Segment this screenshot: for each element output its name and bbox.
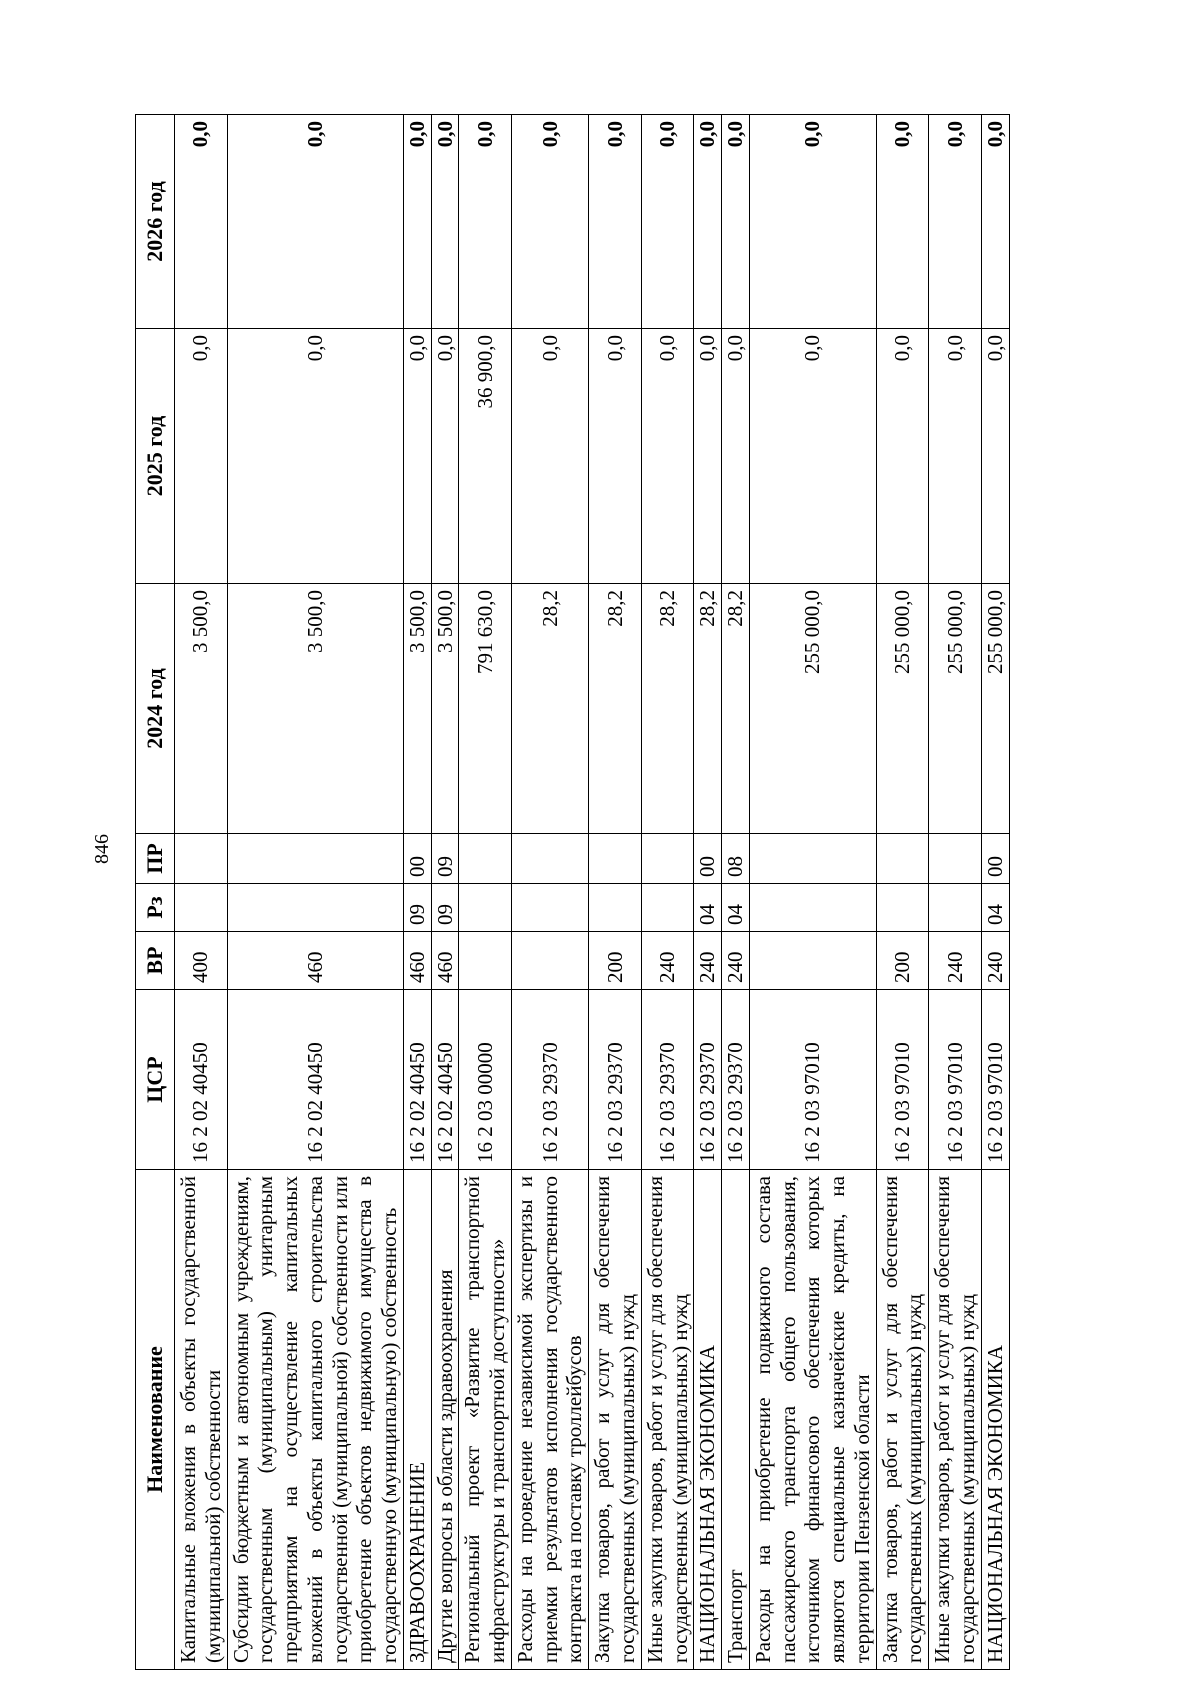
cell-name: НАЦИОНАЛЬНАЯ ЭКОНОМИКА	[981, 1170, 1009, 1670]
cell-vr: 240	[694, 932, 722, 990]
cell-2025: 0,0	[876, 329, 929, 584]
cell-vr: 240	[641, 932, 694, 990]
cell-2026: 0,0	[403, 115, 431, 329]
table-row	[749, 115, 876, 1670]
cell-name: Закупка товаров, работ и услуг для обеспечения государственных (муниципальных) нужд	[589, 1170, 642, 1670]
cell-name: Региональный проект «Развитие транспортной инфраструктуры и транспортной доступности»	[459, 1170, 512, 1670]
cell-pr: 00	[694, 834, 722, 884]
cell-csr: 16 2 02 40450	[175, 990, 228, 1170]
cell-2024: 28,2	[694, 584, 722, 834]
cell-2025: 36 900,0	[459, 329, 512, 584]
cell-2024: 3 500,0	[403, 584, 431, 834]
cell-vr: 200	[589, 932, 642, 990]
table-row	[431, 115, 459, 1670]
cell-2026: 0,0	[981, 115, 1009, 329]
cell-2024: 28,2	[722, 584, 750, 834]
cell-name: Иные закупки товаров, работ и услуг для обеспечения государственных (муниципальных) нужд	[641, 1170, 694, 1670]
cell-2026: 0,0	[589, 115, 642, 329]
cell-2024: 28,2	[589, 584, 642, 834]
cell-pr	[876, 834, 929, 884]
cell-rz: 04	[722, 884, 750, 932]
table-row	[722, 115, 750, 1670]
table-row	[459, 115, 512, 1670]
cell-csr: 16 2 02 40450	[403, 990, 431, 1170]
cell-rz	[175, 884, 228, 932]
budget-table	[135, 114, 1010, 1670]
cell-name: Транспорт	[722, 1170, 750, 1670]
cell-csr: 16 2 03 97010	[929, 990, 982, 1170]
cell-2026: 0,0	[227, 115, 403, 329]
cell-pr	[641, 834, 694, 884]
cell-2026: 0,0	[175, 115, 228, 329]
cell-rz	[589, 884, 642, 932]
cell-rz	[876, 884, 929, 932]
cell-csr: 16 2 02 40450	[431, 990, 459, 1170]
cell-2025: 0,0	[227, 329, 403, 584]
cell-2026: 0,0	[431, 115, 459, 329]
cell-vr: 240	[929, 932, 982, 990]
cell-csr: 16 2 03 29370	[641, 990, 694, 1170]
cell-csr: 16 2 02 40450	[227, 990, 403, 1170]
cell-pr: 00	[403, 834, 431, 884]
cell-pr	[749, 834, 876, 884]
cell-csr: 16 2 03 97010	[981, 990, 1009, 1170]
column-header-rz: Рз	[136, 884, 175, 932]
cell-pr	[459, 834, 512, 884]
table-row	[641, 115, 694, 1670]
table-row	[403, 115, 431, 1670]
cell-vr: 460	[227, 932, 403, 990]
table-row	[511, 115, 588, 1670]
cell-2025: 0,0	[981, 329, 1009, 584]
cell-pr: 08	[722, 834, 750, 884]
cell-vr	[459, 932, 512, 990]
cell-pr	[175, 834, 228, 884]
column-header-2024: 2024 год	[136, 584, 175, 834]
cell-csr: 16 2 03 00000	[459, 990, 512, 1170]
table-body	[175, 115, 1010, 1670]
cell-2024: 255 000,0	[929, 584, 982, 834]
column-header-2026: 2026 год	[136, 115, 175, 329]
cell-vr	[511, 932, 588, 990]
cell-2025: 0,0	[589, 329, 642, 584]
cell-2024: 28,2	[511, 584, 588, 834]
table-row	[876, 115, 929, 1670]
cell-rz	[929, 884, 982, 932]
table-row	[589, 115, 642, 1670]
cell-name: Субсидии бюджетным и автономным учреждениям, государственным (муниципальным) унитарным предприятиям на осуществление капитальных вложений в объекты капитального строительства государственной (муниципальной) собственности или приобретение объектов недвижимого имущества в государственную (муниципальную) собственность	[227, 1170, 403, 1670]
cell-2026: 0,0	[876, 115, 929, 329]
table-row	[981, 115, 1009, 1670]
cell-name: НАЦИОНАЛЬНАЯ ЭКОНОМИКА	[694, 1170, 722, 1670]
table-row	[227, 115, 403, 1670]
table-row	[694, 115, 722, 1670]
cell-rz	[749, 884, 876, 932]
cell-2024: 791 630,0	[459, 584, 512, 834]
column-header-vr: ВР	[136, 932, 175, 990]
page-number: 846	[91, 834, 113, 864]
cell-name: Расходы на проведение независимой экспертизы и приемки результатов исполнения государственного контракта на поставку троллейбусов	[511, 1170, 588, 1670]
cell-csr: 16 2 03 29370	[722, 990, 750, 1170]
cell-2024: 3 500,0	[227, 584, 403, 834]
cell-name: Капитальные вложения в объекты государственной (муниципальной) собственности	[175, 1170, 228, 1670]
cell-csr: 16 2 03 29370	[589, 990, 642, 1170]
cell-vr	[749, 932, 876, 990]
cell-rz: 09	[431, 884, 459, 932]
cell-2026: 0,0	[929, 115, 982, 329]
cell-pr	[511, 834, 588, 884]
cell-2025: 0,0	[694, 329, 722, 584]
cell-vr: 400	[175, 932, 228, 990]
cell-csr: 16 2 03 29370	[511, 990, 588, 1170]
cell-2025: 0,0	[929, 329, 982, 584]
cell-2026: 0,0	[641, 115, 694, 329]
table-row	[175, 115, 228, 1670]
cell-csr: 16 2 03 97010	[876, 990, 929, 1170]
cell-pr: 09	[431, 834, 459, 884]
cell-name: Расходы на приобретение подвижного состава пассажирского транспорта общего пользования, источником финансового обеспечения которых являются специальные казначейские кредиты, на территории Пензенской области	[749, 1170, 876, 1670]
cell-rz: 04	[981, 884, 1009, 932]
cell-2026: 0,0	[511, 115, 588, 329]
cell-vr: 460	[403, 932, 431, 990]
cell-2024: 255 000,0	[749, 584, 876, 834]
cell-vr: 240	[981, 932, 1009, 990]
cell-name: Другие вопросы в области здравоохранения	[431, 1170, 459, 1670]
cell-name: Иные закупки товаров, работ и услуг для обеспечения государственных (муниципальных) нужд	[929, 1170, 982, 1670]
cell-pr	[929, 834, 982, 884]
cell-2025: 0,0	[511, 329, 588, 584]
cell-rz	[511, 884, 588, 932]
cell-2024: 255 000,0	[981, 584, 1009, 834]
cell-2024: 28,2	[641, 584, 694, 834]
cell-2025: 0,0	[175, 329, 228, 584]
column-header-csr: ЦСР	[136, 990, 175, 1170]
cell-rz	[227, 884, 403, 932]
cell-2025: 0,0	[722, 329, 750, 584]
cell-2024: 3 500,0	[431, 584, 459, 834]
cell-2025: 0,0	[749, 329, 876, 584]
cell-rz	[641, 884, 694, 932]
cell-vr: 240	[722, 932, 750, 990]
cell-2026: 0,0	[749, 115, 876, 329]
cell-csr: 16 2 03 97010	[749, 990, 876, 1170]
cell-rz: 04	[694, 884, 722, 932]
cell-2024: 255 000,0	[876, 584, 929, 834]
table-header-row	[136, 115, 175, 1670]
cell-pr	[589, 834, 642, 884]
cell-name: ЗДРАВООХРАНЕНИЕ	[403, 1170, 431, 1670]
cell-2026: 0,0	[694, 115, 722, 329]
column-header-pr: ПР	[136, 834, 175, 884]
column-header-2025: 2025 год	[136, 329, 175, 584]
column-header-name: Наименование	[136, 1170, 175, 1670]
cell-name: Закупка товаров, работ и услуг для обеспечения государственных (муниципальных) нужд	[876, 1170, 929, 1670]
cell-2026: 0,0	[459, 115, 512, 329]
cell-vr: 460	[431, 932, 459, 990]
cell-2026: 0,0	[722, 115, 750, 329]
cell-pr: 00	[981, 834, 1009, 884]
cell-vr: 200	[876, 932, 929, 990]
cell-rz	[459, 884, 512, 932]
cell-rz: 09	[403, 884, 431, 932]
table-row	[929, 115, 982, 1670]
cell-2025: 0,0	[431, 329, 459, 584]
budget-table-wrapper	[135, 115, 1075, 1670]
cell-2025: 0,0	[403, 329, 431, 584]
cell-csr: 16 2 03 29370	[694, 990, 722, 1170]
cell-2025: 0,0	[641, 329, 694, 584]
cell-pr	[227, 834, 403, 884]
cell-2024: 3 500,0	[175, 584, 228, 834]
